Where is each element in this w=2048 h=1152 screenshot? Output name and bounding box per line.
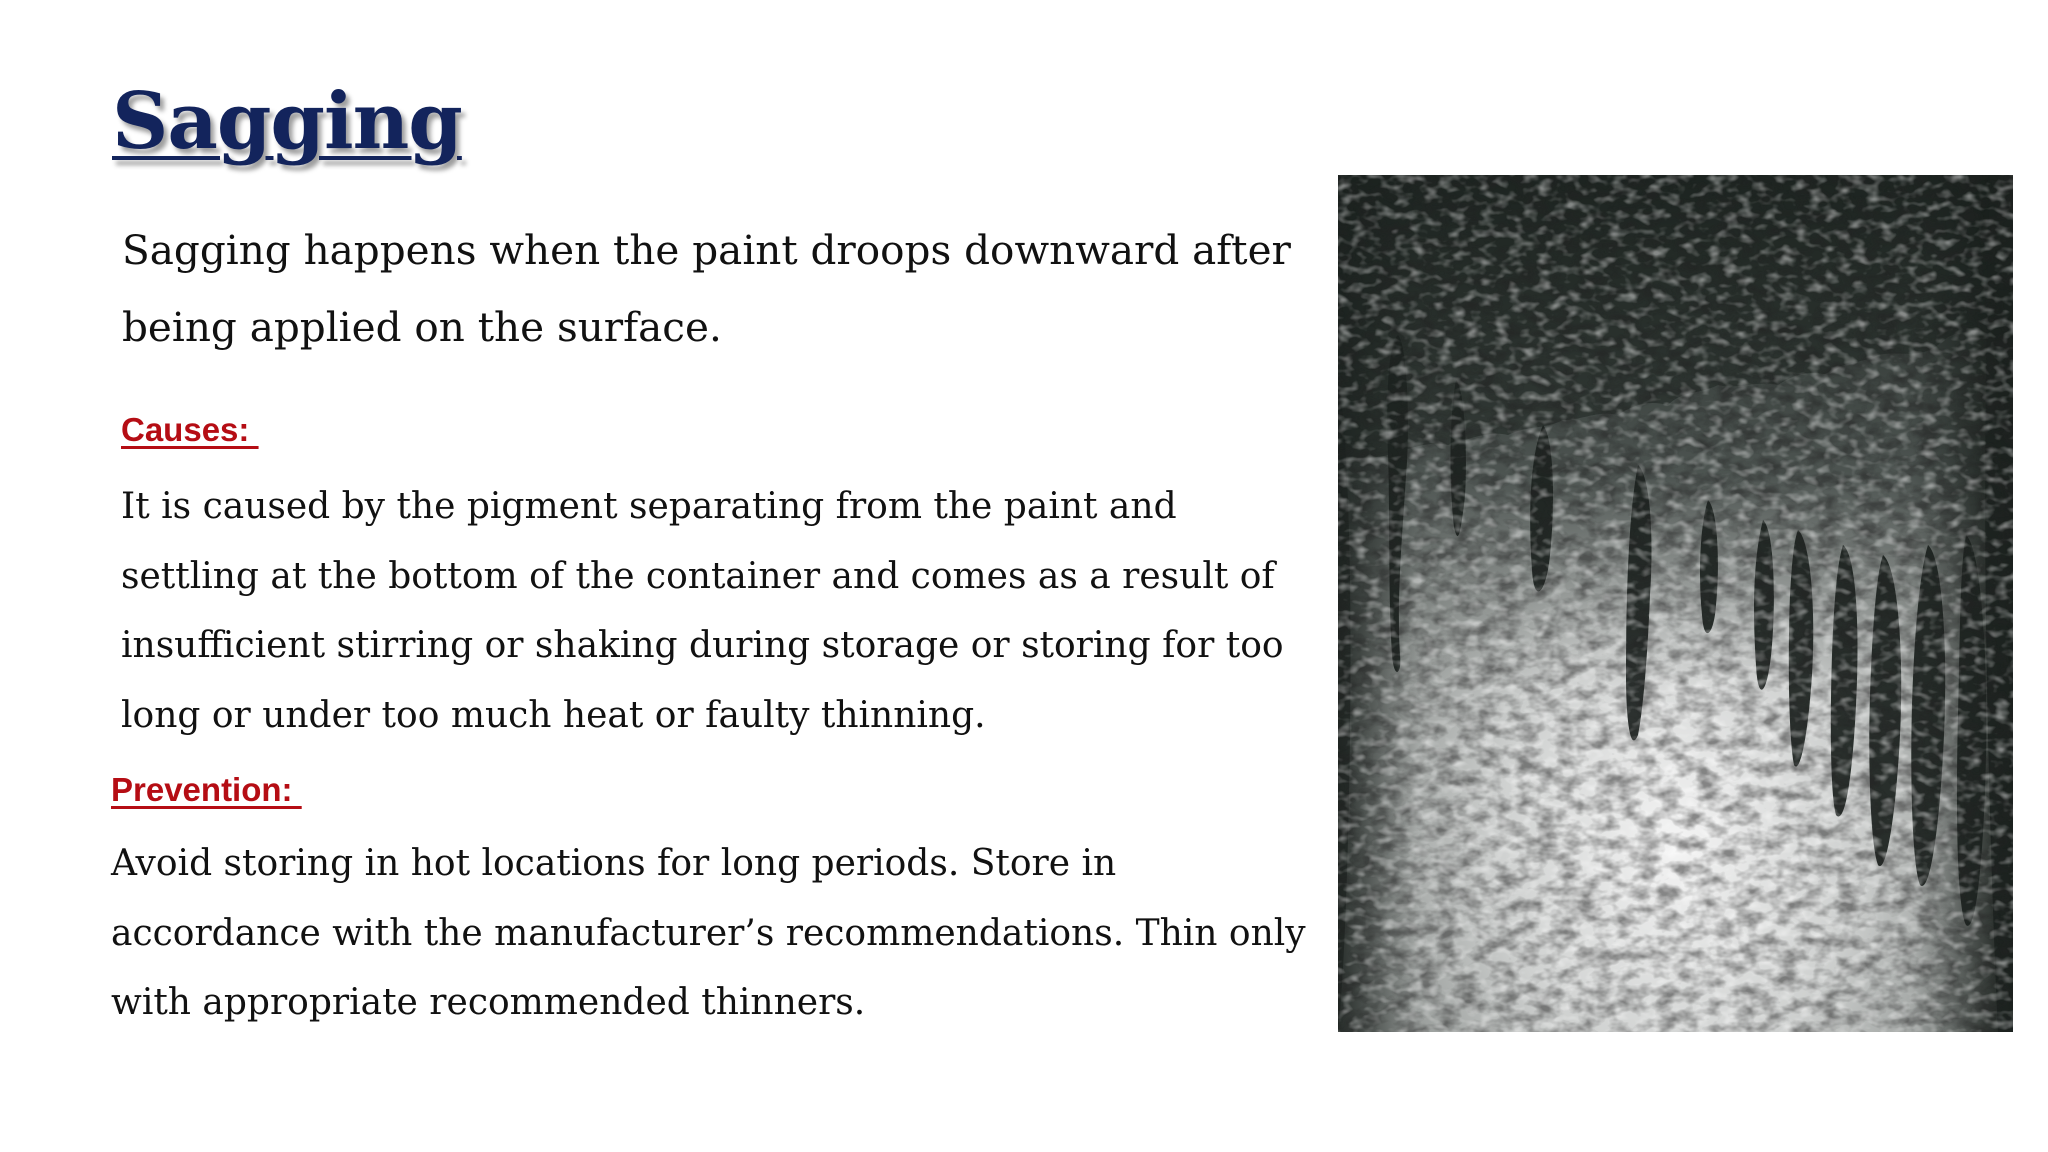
causes-paragraph: It is caused by the pigment separating from the paint and settling at the bottom of the container and comes as a result of insufficient stirring or shaking during storage or storing for too long or under too much heat or faulty thinning.	[121, 486, 1284, 736]
intro-paragraph: Sagging happens when the paint droops downward after being applied on the surface.	[122, 226, 1291, 351]
slide-title: Sagging	[112, 76, 462, 167]
sagging-paint-illustration	[1338, 175, 2013, 1032]
prevention-paragraph: Avoid storing in hot locations for long periods. Store in accordance with the manufacturer’s recommendations. Thin only with appropriate recommended thinners.	[111, 843, 1306, 1023]
sagging-paint-photo	[1338, 175, 2013, 1032]
causes-heading: Causes:	[121, 411, 259, 448]
prevention-heading: Prevention:	[111, 771, 302, 808]
